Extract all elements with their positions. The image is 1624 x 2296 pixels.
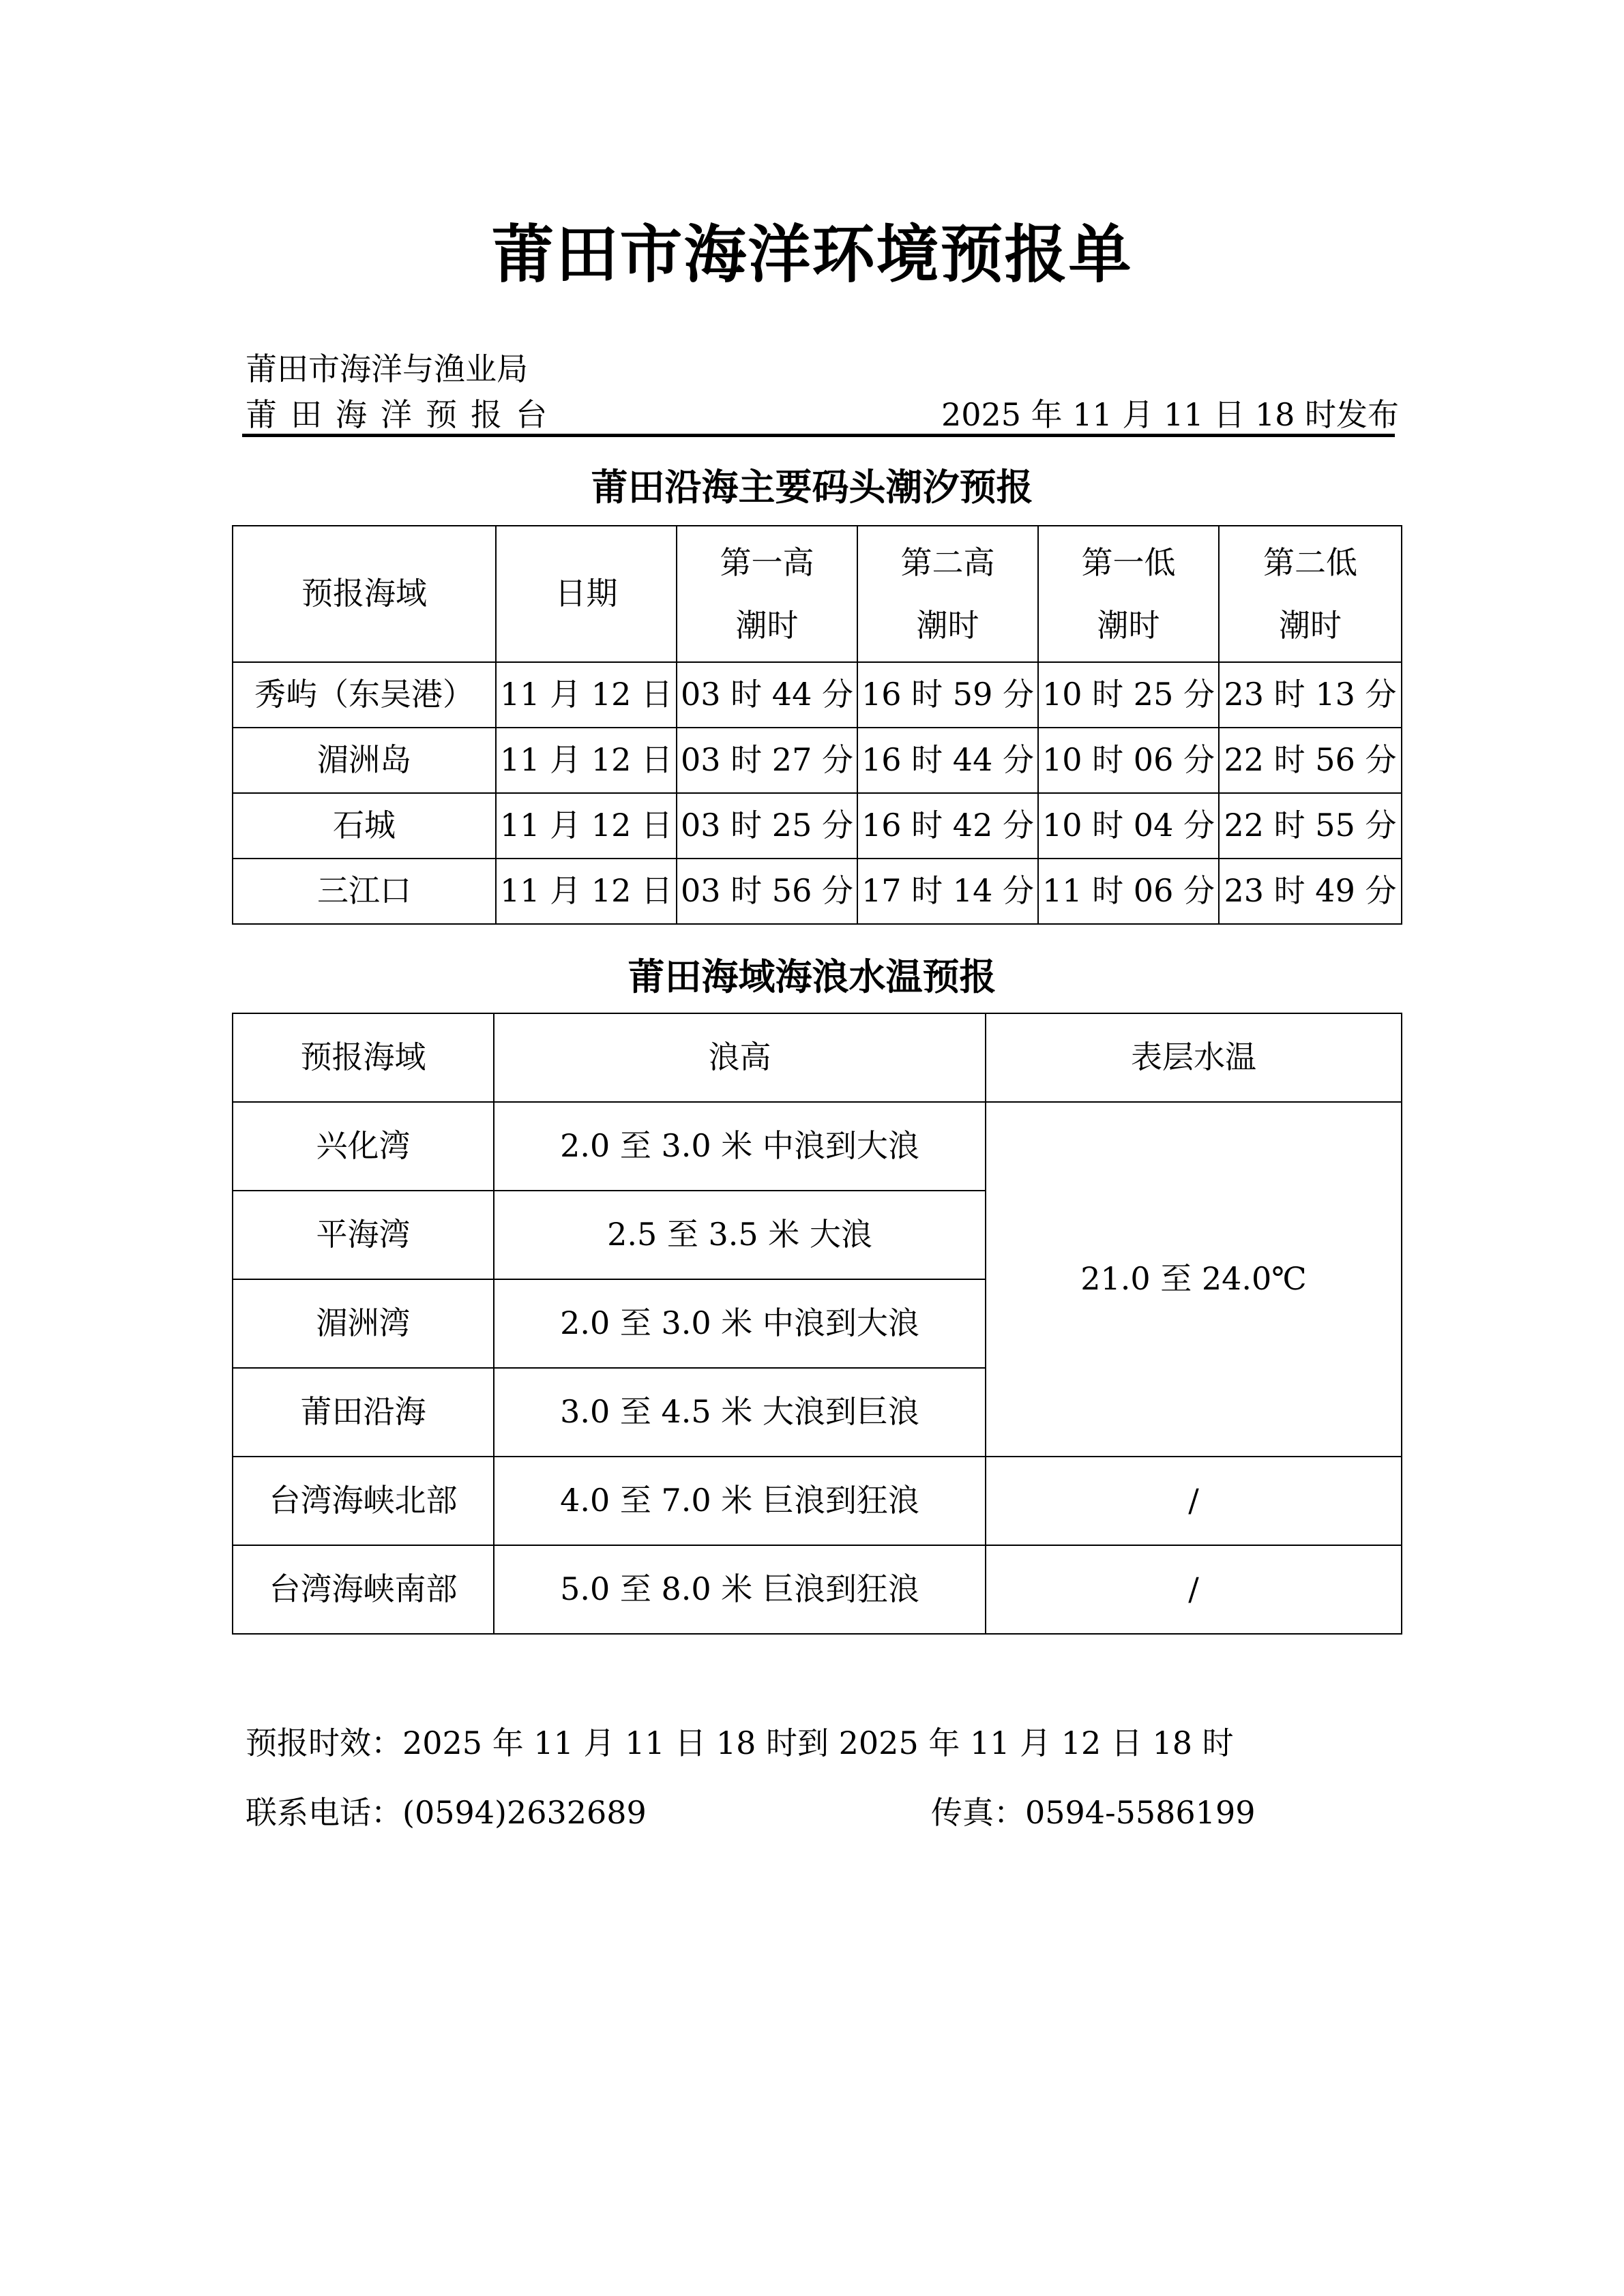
wave-height: 2.0 至 3.0 米 中浪到大浪 <box>494 1279 986 1368</box>
wave-area: 台湾海峡南部 <box>233 1545 494 1634</box>
wave-section-title: 莆田海域海浪水温预报 <box>628 955 996 998</box>
wave-area: 莆田沿海 <box>233 1368 494 1457</box>
wave-area: 兴化湾 <box>233 1102 494 1191</box>
tide-low1: 10 时 06 分 <box>1038 728 1219 793</box>
tide-date: 11 月 12 日 <box>496 859 677 924</box>
tide-date: 11 月 12 日 <box>496 728 677 793</box>
wave-col-area: 预报海域 <box>233 1013 494 1102</box>
wave-height: 4.0 至 7.0 米 巨浪到狂浪 <box>494 1457 986 1545</box>
page-title: 莆田市海洋环境预报单 <box>491 218 1133 291</box>
tide-high1: 03 时 56 分 <box>677 859 857 924</box>
tide-table <box>232 525 1402 925</box>
table-row <box>233 793 1402 859</box>
wave-area: 湄洲湾 <box>233 1279 494 1368</box>
tide-low2: 22 时 56 分 <box>1219 728 1402 793</box>
wave-table <box>232 1013 1402 1635</box>
tide-high2: 17 时 14 分 <box>857 859 1038 924</box>
tide-section-title: 莆田沿海主要码头潮汐预报 <box>591 465 1033 509</box>
issue-time: 2025 年 11 月 11 日 18 时发布 <box>941 396 1399 433</box>
tide-low2: 23 时 49 分 <box>1219 859 1402 924</box>
table-row <box>233 728 1402 793</box>
forecast-validity: 预报时效：2025 年 11 月 11 日 18 时到 2025 年 11 月 12 日 18 时 <box>246 1725 1234 1761</box>
wave-area: 平海湾 <box>233 1191 494 1279</box>
tide-area: 石城 <box>233 793 496 859</box>
table-row <box>233 662 1402 728</box>
tide-high2: 16 时 44 分 <box>857 728 1038 793</box>
tide-date: 11 月 12 日 <box>496 662 677 728</box>
header-rule <box>242 434 1395 437</box>
tide-col-date: 日期 <box>496 526 677 662</box>
water-temp-north: / <box>986 1457 1402 1545</box>
table-row <box>233 1102 1402 1191</box>
tide-high1: 03 时 44 分 <box>677 662 857 728</box>
wave-header-row <box>233 1013 1402 1102</box>
tide-low2: 23 时 13 分 <box>1219 662 1402 728</box>
wave-height: 5.0 至 8.0 米 巨浪到狂浪 <box>494 1545 986 1634</box>
table-row <box>233 1545 1402 1634</box>
tide-low1: 10 时 04 分 <box>1038 793 1219 859</box>
tide-high2: 16 时 42 分 <box>857 793 1038 859</box>
tide-col-high2: 第二高潮时 <box>857 526 1038 662</box>
tide-low1: 10 时 25 分 <box>1038 662 1219 728</box>
tide-high1: 03 时 25 分 <box>677 793 857 859</box>
wave-height: 2.5 至 3.5 米 大浪 <box>494 1191 986 1279</box>
wave-col-height: 浪高 <box>494 1013 986 1102</box>
tide-col-low1: 第一低潮时 <box>1038 526 1219 662</box>
tide-col-high1: 第一高潮时 <box>677 526 857 662</box>
water-temp-merged: 21.0 至 24.0℃ <box>986 1102 1402 1457</box>
water-temp-south: / <box>986 1545 1402 1634</box>
tide-low2: 22 时 55 分 <box>1219 793 1402 859</box>
tide-area: 秀屿（东吴港） <box>233 662 496 728</box>
table-row <box>233 859 1402 924</box>
tide-low1: 11 时 06 分 <box>1038 859 1219 924</box>
tide-col-low2: 第二低潮时 <box>1219 526 1402 662</box>
tide-area: 湄洲岛 <box>233 728 496 793</box>
tide-high1: 03 时 27 分 <box>677 728 857 793</box>
tide-date: 11 月 12 日 <box>496 793 677 859</box>
wave-col-temp: 表层水温 <box>986 1013 1402 1102</box>
table-row <box>233 1457 1402 1545</box>
wave-area: 台湾海峡北部 <box>233 1457 494 1545</box>
tide-header-row <box>233 526 1402 662</box>
issuing-org: 莆田市海洋与渔业局 <box>246 351 528 387</box>
contact-fax: 传真：0594-5586199 <box>931 1794 1256 1831</box>
tide-area: 三江口 <box>233 859 496 924</box>
contact-phone: 联系电话：(0594)2632689 <box>246 1794 647 1831</box>
tide-high2: 16 时 59 分 <box>857 662 1038 728</box>
wave-height: 3.0 至 4.5 米 大浪到巨浪 <box>494 1368 986 1457</box>
wave-height: 2.0 至 3.0 米 中浪到大浪 <box>494 1102 986 1191</box>
forecast-station: 莆田海洋预报台 <box>246 396 561 433</box>
tide-col-area: 预报海域 <box>233 526 496 662</box>
